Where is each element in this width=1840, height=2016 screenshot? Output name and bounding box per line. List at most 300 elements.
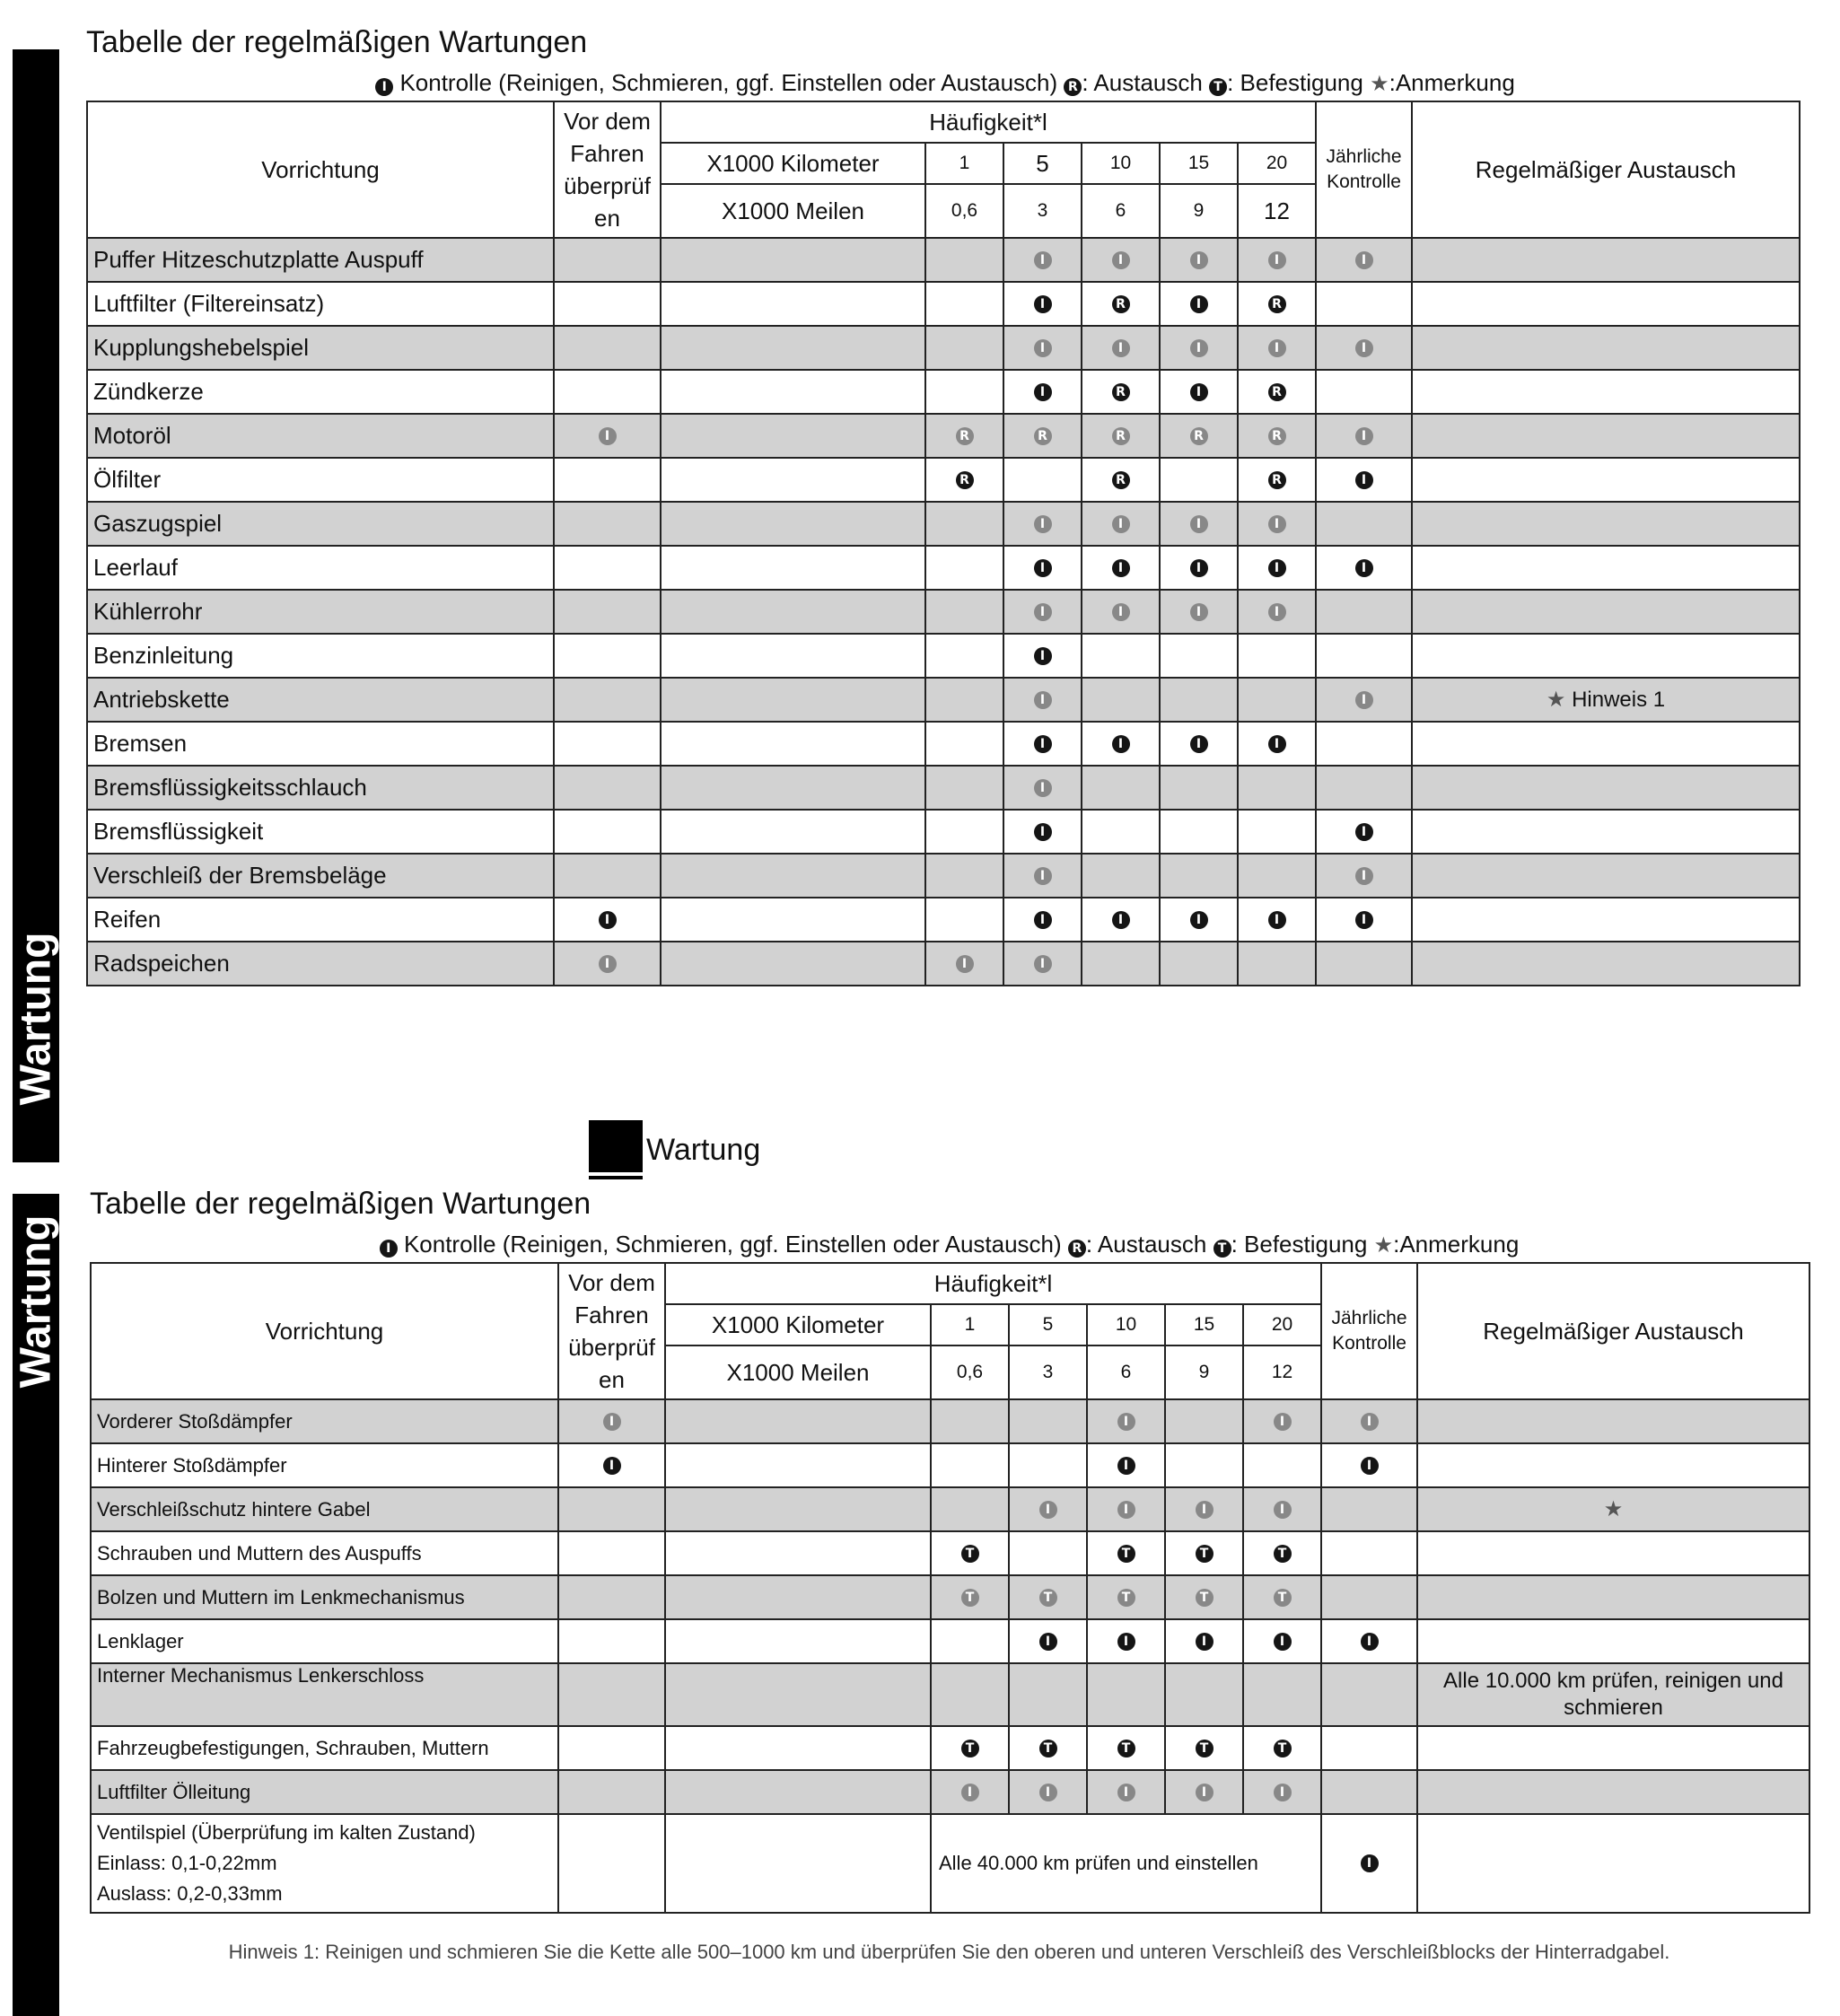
cell-annual — [1316, 458, 1412, 502]
header-miles-value: 6 — [1082, 184, 1160, 238]
cell-regular — [1412, 238, 1800, 282]
header-device: Vorrichtung — [87, 101, 554, 238]
cell-c5 — [1003, 414, 1082, 458]
empty-cell — [661, 678, 925, 722]
inspect-icon: I — [1034, 691, 1052, 709]
cell-c10 — [1087, 1770, 1165, 1814]
cell-c5 — [1009, 1531, 1087, 1575]
empty-cell — [665, 1663, 931, 1726]
cell-before — [554, 370, 661, 414]
header-device: Vorrichtung — [91, 1263, 558, 1399]
empty-cell — [665, 1575, 931, 1619]
empty-cell — [665, 1726, 931, 1770]
table-row — [87, 238, 1800, 282]
cell-c10 — [1082, 414, 1160, 458]
cell-regular — [1412, 282, 1800, 326]
cell-c5 — [1003, 722, 1082, 766]
header-km-value: 10 — [1087, 1304, 1165, 1345]
cell-annual — [1321, 1770, 1417, 1814]
cell-c20 — [1238, 634, 1316, 678]
cell-regular — [1412, 414, 1800, 458]
valve-line: Ventilspiel (Überprüfung im kalten Zustand) — [97, 1821, 476, 1844]
cell-regular — [1417, 1575, 1809, 1619]
cell-before — [558, 1487, 665, 1531]
cell-c15 — [1165, 1726, 1243, 1770]
header-row — [91, 1263, 1809, 1304]
cell-c5 — [1003, 678, 1082, 722]
regular-text: Alle 10.000 km prüfen, reinigen und schmieren — [1443, 1669, 1783, 1720]
legend-note: :Anmerkung — [1389, 69, 1515, 96]
cell-c10 — [1082, 326, 1160, 370]
cell-annual — [1316, 942, 1412, 986]
empty-cell — [665, 1399, 931, 1443]
cell-c10 — [1082, 678, 1160, 722]
sidebar-label-top: Wartung — [12, 932, 60, 1106]
cell-c10 — [1082, 766, 1160, 810]
row-device-name: Lenklager — [91, 1619, 558, 1663]
cell-before — [554, 854, 661, 898]
inspect-icon: I — [1355, 911, 1373, 929]
cell-c10 — [1082, 898, 1160, 942]
cell-c5 — [1003, 898, 1082, 942]
cell-annual — [1321, 1531, 1417, 1575]
row-device-name: Benzinleitung — [87, 634, 554, 678]
inspect-icon: I — [1190, 735, 1208, 753]
tighten-icon: T — [1117, 1545, 1135, 1563]
inspect-icon: I — [1355, 251, 1373, 269]
cell-before — [558, 1399, 665, 1443]
cell-c1 — [925, 546, 1003, 590]
cell-regular — [1412, 370, 1800, 414]
inspect-icon: I — [1112, 603, 1130, 621]
cell-regular — [1412, 898, 1800, 942]
cell-c1 — [931, 1770, 1009, 1814]
inspect-icon: I — [1190, 251, 1208, 269]
inspect-icon: I — [380, 1240, 398, 1258]
inspect-icon: I — [1117, 1457, 1135, 1475]
cell-c1 — [925, 414, 1003, 458]
cell-c20 — [1238, 370, 1316, 414]
cell-c10 — [1087, 1619, 1165, 1663]
cell-annual — [1321, 1487, 1417, 1531]
row-device-name: Bremsflüssigkeitsschlauch — [87, 766, 554, 810]
cell-c1 — [931, 1531, 1009, 1575]
inspect-icon: I — [1268, 911, 1286, 929]
empty-cell — [665, 1531, 931, 1575]
row-device-name: Hinterer Stoßdämpfer — [91, 1443, 558, 1487]
tighten-icon: T — [1274, 1589, 1292, 1607]
cell-regular — [1412, 326, 1800, 370]
row-device-name: Radspeichen — [87, 942, 554, 986]
tighten-icon: T — [1274, 1545, 1292, 1563]
empty-cell — [661, 326, 925, 370]
sidebar-tab-top — [13, 49, 59, 1162]
valve-interval — [931, 1814, 1321, 1913]
replace-icon: R — [1068, 1240, 1086, 1258]
valve-line: Auslass: 0,2-0,33mm — [97, 1882, 283, 1905]
table-title: Tabelle der regelmäßigen Wartungen — [86, 25, 588, 59]
cell-annual — [1316, 238, 1412, 282]
cell-annual — [1316, 546, 1412, 590]
inspect-icon: I — [1268, 603, 1286, 621]
cell-c20 — [1238, 942, 1316, 986]
cell-regular — [1417, 1726, 1809, 1770]
cell-c20 — [1243, 1443, 1321, 1487]
cell-c10 — [1082, 282, 1160, 326]
table-row — [87, 370, 1800, 414]
row-device-name: Bremsen — [87, 722, 554, 766]
cell-regular — [1412, 942, 1800, 986]
footnote: Hinweis 1: Reinigen und schmieren Sie die Kette alle 500–1000 km und überprüfen Sie den oberen und unteren Verschleiß des Verschleißblocks der Hinterradgabel. — [228, 1941, 1670, 1963]
legend-inspect: Kontrolle (Reinigen, Schmieren, ggf. Einstellen oder Austausch) — [403, 1231, 1062, 1258]
cell-c15 — [1160, 898, 1238, 942]
cell-c5 — [1003, 590, 1082, 634]
row-device-name: Fahrzeugbefestigungen, Schrauben, Muttern — [91, 1726, 558, 1770]
cell-c1 — [925, 326, 1003, 370]
table-row — [87, 898, 1800, 942]
inspect-icon: I — [1274, 1413, 1292, 1431]
cell-before — [554, 898, 661, 942]
cell-c20 — [1243, 1487, 1321, 1531]
cell-c20 — [1238, 502, 1316, 546]
inspect-icon: I — [1034, 867, 1052, 885]
cell-c15 — [1160, 238, 1238, 282]
cell-c5 — [1009, 1770, 1087, 1814]
cell-c10 — [1087, 1487, 1165, 1531]
cell-before — [558, 1619, 665, 1663]
cell-c5 — [1003, 238, 1082, 282]
inspect-icon: I — [1034, 823, 1052, 841]
inspect-icon: I — [1361, 1457, 1379, 1475]
cell-c10 — [1087, 1575, 1165, 1619]
tighten-icon: T — [1117, 1589, 1135, 1607]
inspect-icon: I — [1034, 383, 1052, 401]
cell-c15 — [1160, 370, 1238, 414]
table-row — [87, 414, 1800, 458]
table-row — [87, 590, 1800, 634]
empty-cell — [665, 1814, 931, 1913]
cell-regular — [1412, 590, 1800, 634]
cell-regular — [1417, 1443, 1809, 1487]
inspect-icon: I — [1196, 1501, 1214, 1519]
tighten-icon: T — [961, 1740, 979, 1757]
tighten-icon: T — [1196, 1740, 1214, 1757]
inspect-icon: I — [1274, 1633, 1292, 1651]
cell-c20 — [1243, 1531, 1321, 1575]
inspect-icon: I — [1034, 559, 1052, 577]
empty-cell — [661, 898, 925, 942]
inspect-icon: I — [1268, 559, 1286, 577]
cell-c20 — [1243, 1619, 1321, 1663]
replace-icon: R — [1064, 78, 1082, 96]
heading-underline — [589, 1176, 643, 1179]
replace-icon: R — [1112, 471, 1130, 489]
table-row — [87, 546, 1800, 590]
heading-marker — [589, 1120, 643, 1172]
section-heading-text: Wartung — [646, 1133, 761, 1167]
cell-c15 — [1160, 854, 1238, 898]
inspect-icon: I — [1034, 647, 1052, 665]
cell-c20 — [1243, 1575, 1321, 1619]
cell-c10 — [1087, 1399, 1165, 1443]
header-miles-value: 3 — [1003, 184, 1082, 238]
cell-c1 — [925, 898, 1003, 942]
cell-c15 — [1160, 766, 1238, 810]
inspect-icon: I — [1039, 1633, 1057, 1651]
cell-annual — [1316, 810, 1412, 854]
cell-regular — [1412, 678, 1800, 722]
replace-icon: R — [1112, 427, 1130, 445]
cell-c20 — [1238, 282, 1316, 326]
inspect-icon: I — [1034, 779, 1052, 797]
cell-c1 — [931, 1619, 1009, 1663]
header-annual: Jährliche Kontrolle — [1321, 1263, 1417, 1399]
cell-before — [554, 766, 661, 810]
cell-c1 — [931, 1399, 1009, 1443]
inspect-icon: I — [1355, 691, 1373, 709]
header-km-value: 15 — [1165, 1304, 1243, 1345]
header-km-label: X1000 Kilometer — [665, 1304, 931, 1345]
row-device-name: Gaszugspiel — [87, 502, 554, 546]
table-row — [91, 1619, 1809, 1663]
cell-c5 — [1003, 766, 1082, 810]
cell-c1 — [931, 1443, 1009, 1487]
cell-c10 — [1087, 1726, 1165, 1770]
empty-cell — [665, 1770, 931, 1814]
header-km-value: 1 — [925, 143, 1003, 184]
cell-before — [554, 238, 661, 282]
tighten-icon: T — [1039, 1740, 1057, 1757]
cell-c1 — [931, 1575, 1009, 1619]
cell-c15 — [1160, 414, 1238, 458]
cell-c10 — [1082, 854, 1160, 898]
cell-regular — [1417, 1619, 1809, 1663]
cell-regular — [1417, 1663, 1809, 1726]
header-miles-value: 6 — [1087, 1345, 1165, 1399]
inspect-icon: I — [1268, 339, 1286, 357]
cell-c15 — [1165, 1663, 1243, 1726]
inspect-icon: I — [599, 955, 617, 973]
tighten-icon: T — [961, 1589, 979, 1607]
cell-c20 — [1243, 1770, 1321, 1814]
header-frequency: Häufigkeit*l — [665, 1263, 1321, 1304]
empty-cell — [661, 590, 925, 634]
cell-c15 — [1160, 942, 1238, 986]
cell-c15 — [1165, 1619, 1243, 1663]
header-km-value: 1 — [931, 1304, 1009, 1345]
cell-c15 — [1165, 1443, 1243, 1487]
empty-cell — [665, 1443, 931, 1487]
header-miles-label: X1000 Meilen — [665, 1345, 931, 1399]
header-km-label: X1000 Kilometer — [661, 143, 925, 184]
legend-replace: : Austausch — [1082, 69, 1203, 96]
empty-cell — [661, 238, 925, 282]
cell-annual — [1316, 414, 1412, 458]
tighten-icon: T — [1196, 1589, 1214, 1607]
cell-c1 — [925, 370, 1003, 414]
empty-cell — [661, 810, 925, 854]
cell-annual — [1321, 1814, 1417, 1913]
sidebar-label-bottom: Wartung — [12, 1214, 60, 1389]
empty-cell — [661, 942, 925, 986]
row-device-name: Schrauben und Muttern des Auspuffs — [91, 1531, 558, 1575]
inspect-icon: I — [375, 78, 393, 96]
inspect-icon: I — [1190, 559, 1208, 577]
cell-c20 — [1238, 898, 1316, 942]
cell-c1 — [925, 590, 1003, 634]
cell-before — [554, 502, 661, 546]
table-row — [87, 634, 1800, 678]
cell-c20 — [1243, 1663, 1321, 1726]
cell-regular — [1417, 1399, 1809, 1443]
replace-icon: R — [956, 427, 974, 445]
maintenance-table — [86, 101, 1801, 986]
cell-c20 — [1243, 1399, 1321, 1443]
cell-annual — [1316, 370, 1412, 414]
empty-cell — [661, 854, 925, 898]
table-row — [87, 942, 1800, 986]
cell-annual — [1321, 1443, 1417, 1487]
cell-c5 — [1009, 1399, 1087, 1443]
replace-icon: R — [1268, 471, 1286, 489]
cell-c1 — [925, 502, 1003, 546]
header-km-value: 10 — [1082, 143, 1160, 184]
empty-cell — [661, 458, 925, 502]
cell-c20 — [1238, 458, 1316, 502]
cell-c20 — [1238, 414, 1316, 458]
empty-cell — [665, 1487, 931, 1531]
header-before-ride: Vor dem Fahren überprüf en — [558, 1263, 665, 1399]
cell-c15 — [1160, 282, 1238, 326]
table-row — [87, 810, 1800, 854]
inspect-icon: I — [599, 427, 617, 445]
cell-c5 — [1003, 282, 1082, 326]
cell-c15 — [1165, 1487, 1243, 1531]
regular-text: Hinweis 1 — [1572, 688, 1666, 712]
cell-before — [554, 282, 661, 326]
cell-regular — [1412, 546, 1800, 590]
table-row — [87, 854, 1800, 898]
inspect-icon: I — [1355, 867, 1373, 885]
cell-c1 — [931, 1663, 1009, 1726]
inspect-icon: I — [1274, 1784, 1292, 1801]
inspect-icon: I — [1112, 735, 1130, 753]
cell-regular — [1417, 1814, 1809, 1913]
cell-c1 — [925, 282, 1003, 326]
inspect-icon: I — [1361, 1854, 1379, 1872]
table-row — [87, 678, 1800, 722]
cell-c20 — [1238, 722, 1316, 766]
maintenance-table — [90, 1262, 1810, 1914]
row-device-name: Leerlauf — [87, 546, 554, 590]
cell-before — [558, 1575, 665, 1619]
inspect-icon: I — [1039, 1501, 1057, 1519]
tighten-icon: T — [1196, 1545, 1214, 1563]
cell-before — [558, 1663, 665, 1726]
cell-c5 — [1003, 546, 1082, 590]
header-km-value: 20 — [1238, 143, 1316, 184]
cell-c5 — [1009, 1487, 1087, 1531]
inspect-icon: I — [1112, 911, 1130, 929]
inspect-icon: I — [1190, 603, 1208, 621]
legend-note: :Anmerkung — [1393, 1231, 1520, 1258]
row-device-name: Kühlerrohr — [87, 590, 554, 634]
cell-regular — [1412, 458, 1800, 502]
inspect-icon: I — [1190, 911, 1208, 929]
cell-c15 — [1165, 1399, 1243, 1443]
header-miles-value: 12 — [1243, 1345, 1321, 1399]
replace-icon: R — [956, 471, 974, 489]
table-row-valve — [91, 1814, 1809, 1913]
inspect-icon: I — [1268, 735, 1286, 753]
cell-c5 — [1009, 1726, 1087, 1770]
cell-c5 — [1003, 458, 1082, 502]
cell-c5 — [1003, 810, 1082, 854]
header-miles-value: 3 — [1009, 1345, 1087, 1399]
row-device-name: Verschleiß der Bremsbeläge — [87, 854, 554, 898]
table-row — [87, 766, 1800, 810]
cell-before — [554, 634, 661, 678]
cell-c5 — [1003, 942, 1082, 986]
cell-c15 — [1160, 326, 1238, 370]
inspect-icon: I — [1117, 1633, 1135, 1651]
tighten-icon: T — [1117, 1740, 1135, 1757]
tighten-icon: T — [1039, 1589, 1057, 1607]
empty-cell — [661, 634, 925, 678]
cell-regular — [1412, 854, 1800, 898]
empty-cell — [661, 722, 925, 766]
header-miles-value: 9 — [1165, 1345, 1243, 1399]
cell-c20 — [1238, 810, 1316, 854]
cell-c10 — [1082, 546, 1160, 590]
table-row — [87, 502, 1800, 546]
cell-annual — [1316, 766, 1412, 810]
table-row — [87, 282, 1800, 326]
header-miles-label: X1000 Meilen — [661, 184, 925, 238]
inspect-icon: I — [1112, 339, 1130, 357]
inspect-icon: I — [1190, 339, 1208, 357]
table-row — [91, 1726, 1809, 1770]
cell-c15 — [1160, 502, 1238, 546]
inspect-icon: I — [1190, 515, 1208, 533]
cell-c5 — [1009, 1575, 1087, 1619]
header-miles-value: 9 — [1160, 184, 1238, 238]
inspect-icon: I — [1112, 251, 1130, 269]
cell-annual — [1321, 1619, 1417, 1663]
row-device-name: Puffer Hitzeschutzplatte Auspuff — [87, 238, 554, 282]
legend — [86, 69, 1804, 97]
row-device-name: Ölfilter — [87, 458, 554, 502]
cell-c10 — [1082, 722, 1160, 766]
cell-c1 — [925, 942, 1003, 986]
cell-c1 — [931, 1487, 1009, 1531]
cell-c1 — [925, 766, 1003, 810]
inspect-icon: I — [1034, 251, 1052, 269]
cell-c10 — [1082, 370, 1160, 414]
cell-c10 — [1087, 1663, 1165, 1726]
cell-c10 — [1087, 1531, 1165, 1575]
replace-icon: R — [1190, 427, 1208, 445]
cell-c15 — [1160, 722, 1238, 766]
cell-c1 — [925, 238, 1003, 282]
inspect-icon: I — [1268, 251, 1286, 269]
cell-before — [554, 414, 661, 458]
header-km-value: 5 — [1003, 143, 1082, 184]
cell-c20 — [1238, 590, 1316, 634]
row-device-name: Bremsflüssigkeit — [87, 810, 554, 854]
cell-c5 — [1003, 370, 1082, 414]
cell-annual — [1316, 898, 1412, 942]
